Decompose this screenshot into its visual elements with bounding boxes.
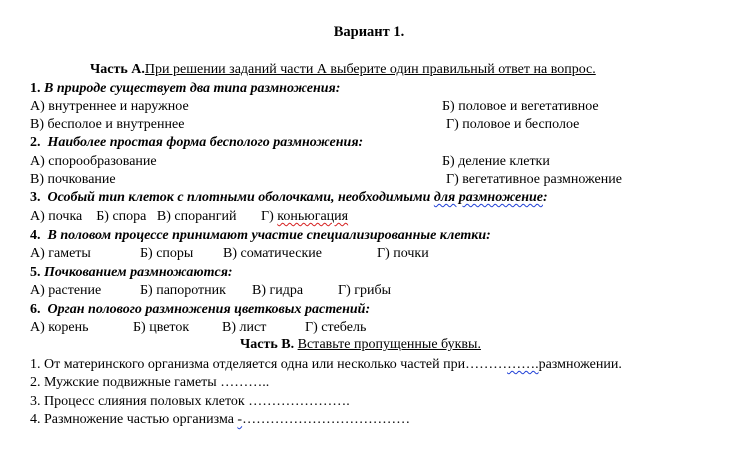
part-b-item-2 <box>30 374 269 392</box>
question-2-options-row-1 <box>30 153 550 171</box>
question-1-options-row-1 <box>30 98 599 116</box>
part-b-item-1 <box>30 356 622 374</box>
question-3 <box>30 189 548 207</box>
question-4 <box>30 227 491 245</box>
question-5 <box>30 264 233 282</box>
question-text-end: : <box>543 190 548 205</box>
item-text-end: ……………………………… <box>242 412 411 427</box>
option-g <box>261 209 348 224</box>
part-a-instruction: При решении заданий части А выберите один правильный ответ на вопрос. <box>144 62 596 77</box>
part-a-label: Часть А. <box>90 62 145 77</box>
option-v: В) соматические <box>223 246 322 261</box>
option-b: Б) спора <box>96 209 147 224</box>
option-a: А) гаметы <box>30 246 91 261</box>
option-g: Г) половое и бесполое <box>446 117 580 132</box>
part-b-label: Часть В. <box>240 337 295 352</box>
question-4-options <box>30 245 429 263</box>
question-2-options-row-2 <box>30 171 622 189</box>
grammar-marked-text: - <box>237 412 243 427</box>
option-g: Г) почки <box>377 246 429 261</box>
question-1 <box>30 80 340 98</box>
question-3-options <box>30 208 348 226</box>
part-b-header <box>240 337 481 353</box>
part-b-instruction: Вставьте пропущенные буквы. <box>297 337 481 352</box>
option-a: А) корень <box>30 320 89 335</box>
grammar-marked-text: ……. <box>507 357 539 372</box>
question-number: 2. <box>30 135 41 150</box>
item-text-start: 4. Размножение частью организма <box>30 412 238 427</box>
option-a: А) растение <box>30 283 102 298</box>
question-1-options-row-2 <box>30 116 580 134</box>
option-v: В) бесполое и внутреннее <box>30 117 185 132</box>
question-5-options <box>30 282 391 300</box>
question-text: Наиболее простая форма бесполого размножения: <box>47 135 364 150</box>
question-number: 3. <box>30 190 41 205</box>
part-a-header <box>90 62 596 78</box>
option-a: А) спорообразование <box>30 154 157 169</box>
question-text: Орган полового размножения цветковых растений: <box>47 302 371 317</box>
option-b: Б) деление клетки <box>442 154 550 169</box>
option-a: А) почка <box>30 209 83 224</box>
option-b: Б) папоротник <box>140 283 226 298</box>
item-text-end: размножении. <box>538 357 622 372</box>
part-b-item-3 <box>30 393 350 411</box>
item-text-start: 1. От материнского организма отделяется одна или несколько частей при……… <box>30 357 508 372</box>
question-text: Почкованием размножаются: <box>44 265 233 280</box>
option-v: В) лист <box>222 320 267 335</box>
item-text-start: 3. Процесс слияния половых клеток …………………. <box>30 394 350 409</box>
option-g-prefix: Г) <box>261 209 278 224</box>
option-g: Г) стебель <box>305 320 367 335</box>
part-b-item-4 <box>30 411 410 429</box>
option-v: В) почкование <box>30 172 116 187</box>
question-number: 5. <box>30 265 41 280</box>
option-v: В) гидра <box>252 283 304 298</box>
question-text-main: Особый тип клеток с плотными оболочками, необходимыми <box>47 190 434 205</box>
option-g: Г) вегетативное размножение <box>446 172 622 187</box>
question-2 <box>30 134 363 152</box>
option-g: Г) грибы <box>338 283 392 298</box>
question-number: 1. <box>30 81 41 96</box>
question-text: В природе существует два типа размножения: <box>44 81 341 96</box>
option-a: А) внутреннее и наружное <box>30 99 189 114</box>
question-number: 6. <box>30 302 41 317</box>
option-v: В) спорангий <box>156 209 237 224</box>
question-6-options <box>30 319 366 337</box>
item-text-start: 2. Мужские подвижные гаметы ……….. <box>30 375 270 390</box>
option-b: Б) споры <box>140 246 194 261</box>
option-b: Б) половое и вегетативное <box>442 99 599 114</box>
question-number: 4. <box>30 228 41 243</box>
page-title: Вариант 1. <box>333 24 405 40</box>
option-b: Б) цветок <box>133 320 190 335</box>
question-6 <box>30 301 370 319</box>
grammar-marked-text: для размножение <box>433 190 543 205</box>
question-text <box>48 190 548 205</box>
spelling-marked-text: коньюгация <box>277 209 349 224</box>
question-text: В половом процессе принимают участие специализированные клетки: <box>47 228 491 243</box>
